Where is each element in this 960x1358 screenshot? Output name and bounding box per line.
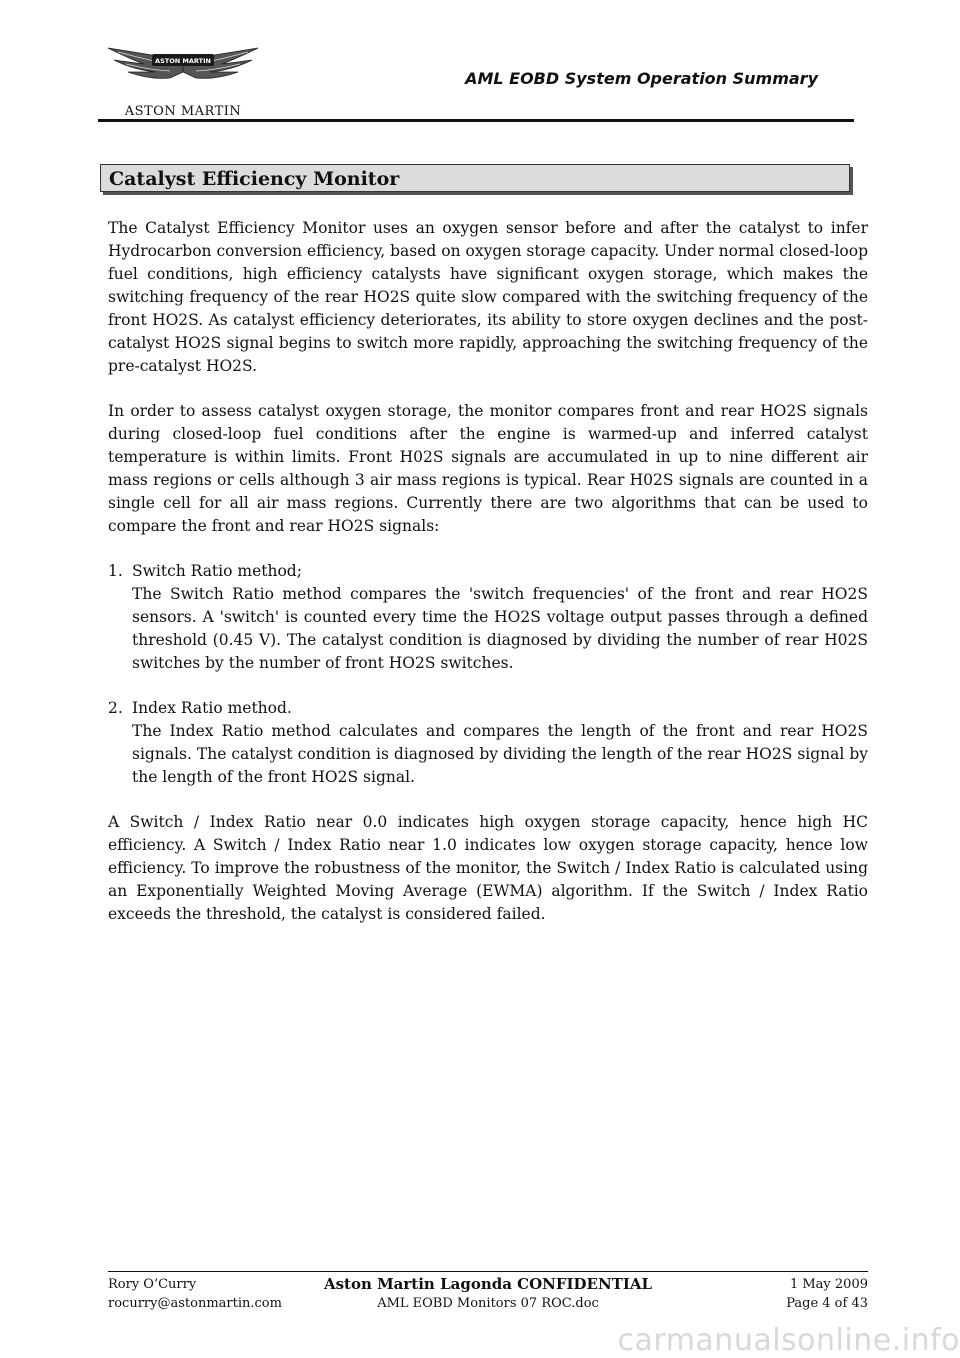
- footer-confidential: Aston Martin Lagonda CONFIDENTIAL: [323, 1275, 653, 1293]
- section-heading: Catalyst Efficiency Monitor: [100, 164, 850, 192]
- list-number: 1.: [108, 562, 123, 580]
- body-paragraph: A Switch / Index Ratio near 0.0 indicates high oxygen storage capacity, hence high HC efficiency. A Switch / Index Ratio near 1.0 indicates low oxygen storage capacity, hence low efficiency. To improve the robustness of the monitor, the Switch / Index Ratio is calculated using an Exponentially Weighted Moving Average (EWMA) algorithm. If the Switch / Index Ratio exceeds the threshold, the catalyst is considered failed.: [108, 813, 868, 923]
- footer-author: Rory O’Curry: [108, 1277, 197, 1292]
- document-title: AML EOBD System Operation Summary: [465, 69, 818, 88]
- list-item: [108, 560, 868, 675]
- page-footer: [108, 1275, 868, 1313]
- list-item: [108, 697, 868, 789]
- body-paragraph: The Catalyst Efficiency Monitor uses an oxygen sensor before and after the catalyst to infer Hydrocarbon conversion efficiency, based on oxygen storage capacity. Under normal closed-loop fuel conditions, high efficiency catalysts have significant oxygen storage, which makes the switching frequency of the rear HO2S quite slow compared with the switching frequency of the front HO2S. As catalyst efficiency deteriorates, its ability to store oxygen declines and the post-catalyst HO2S signal begins to switch more rapidly, approaching the switching frequency of the pre-catalyst HO2S.: [108, 219, 868, 375]
- list-number: 2.: [108, 699, 123, 717]
- body-paragraph: In order to assess catalyst oxygen storage, the monitor compares front and rear HO2S signals during closed-loop fuel conditions after the engine is warmed-up and inferred catalyst temperature is within limits. Front H02S signals are accumulated in up to nine different air mass regions or cells although 3 air mass regions is typical. Rear H02S signals are counted in a single cell for all air mass regions. Currently there are two algorithms that can be used to compare the front and rear HO2S signals:: [108, 402, 868, 535]
- footer-page-number: Page 4 of 43: [786, 1296, 868, 1311]
- watermark: carmanualsonline.info: [617, 1323, 960, 1358]
- list-title: Index Ratio method.: [132, 699, 292, 717]
- document-body: [108, 217, 868, 948]
- logo-badge-text: ASTON MARTIN: [155, 57, 211, 65]
- logo-wordmark: ASTON MARTIN: [124, 104, 242, 119]
- list-description: The Switch Ratio method compares the 'switch frequencies' of the front and rear HO2S sensors. A 'switch' is counted every time the HO2S voltage output passes through a defined threshold (0.45 V). The catalyst condition is diagnosed by dividing the number of rear H02S switches by the number of front HO2S switches.: [132, 585, 868, 672]
- list-description: The Index Ratio method calculates and compares the length of the front and rear HO2S signals. The catalyst condition is diagnosed by dividing the length of the rear HO2S signal by the length of the front HO2S signal.: [132, 722, 868, 786]
- footer-email: rocurry@astonmartin.com: [108, 1296, 282, 1311]
- footer-divider: [108, 1271, 868, 1272]
- footer-date: 1 May 2009: [789, 1277, 868, 1292]
- footer-filename: AML EOBD Monitors 07 ROC.doc: [377, 1296, 599, 1311]
- list-title: Switch Ratio method;: [132, 562, 302, 580]
- header-divider: [98, 119, 854, 122]
- aston-martin-logo: [98, 42, 268, 122]
